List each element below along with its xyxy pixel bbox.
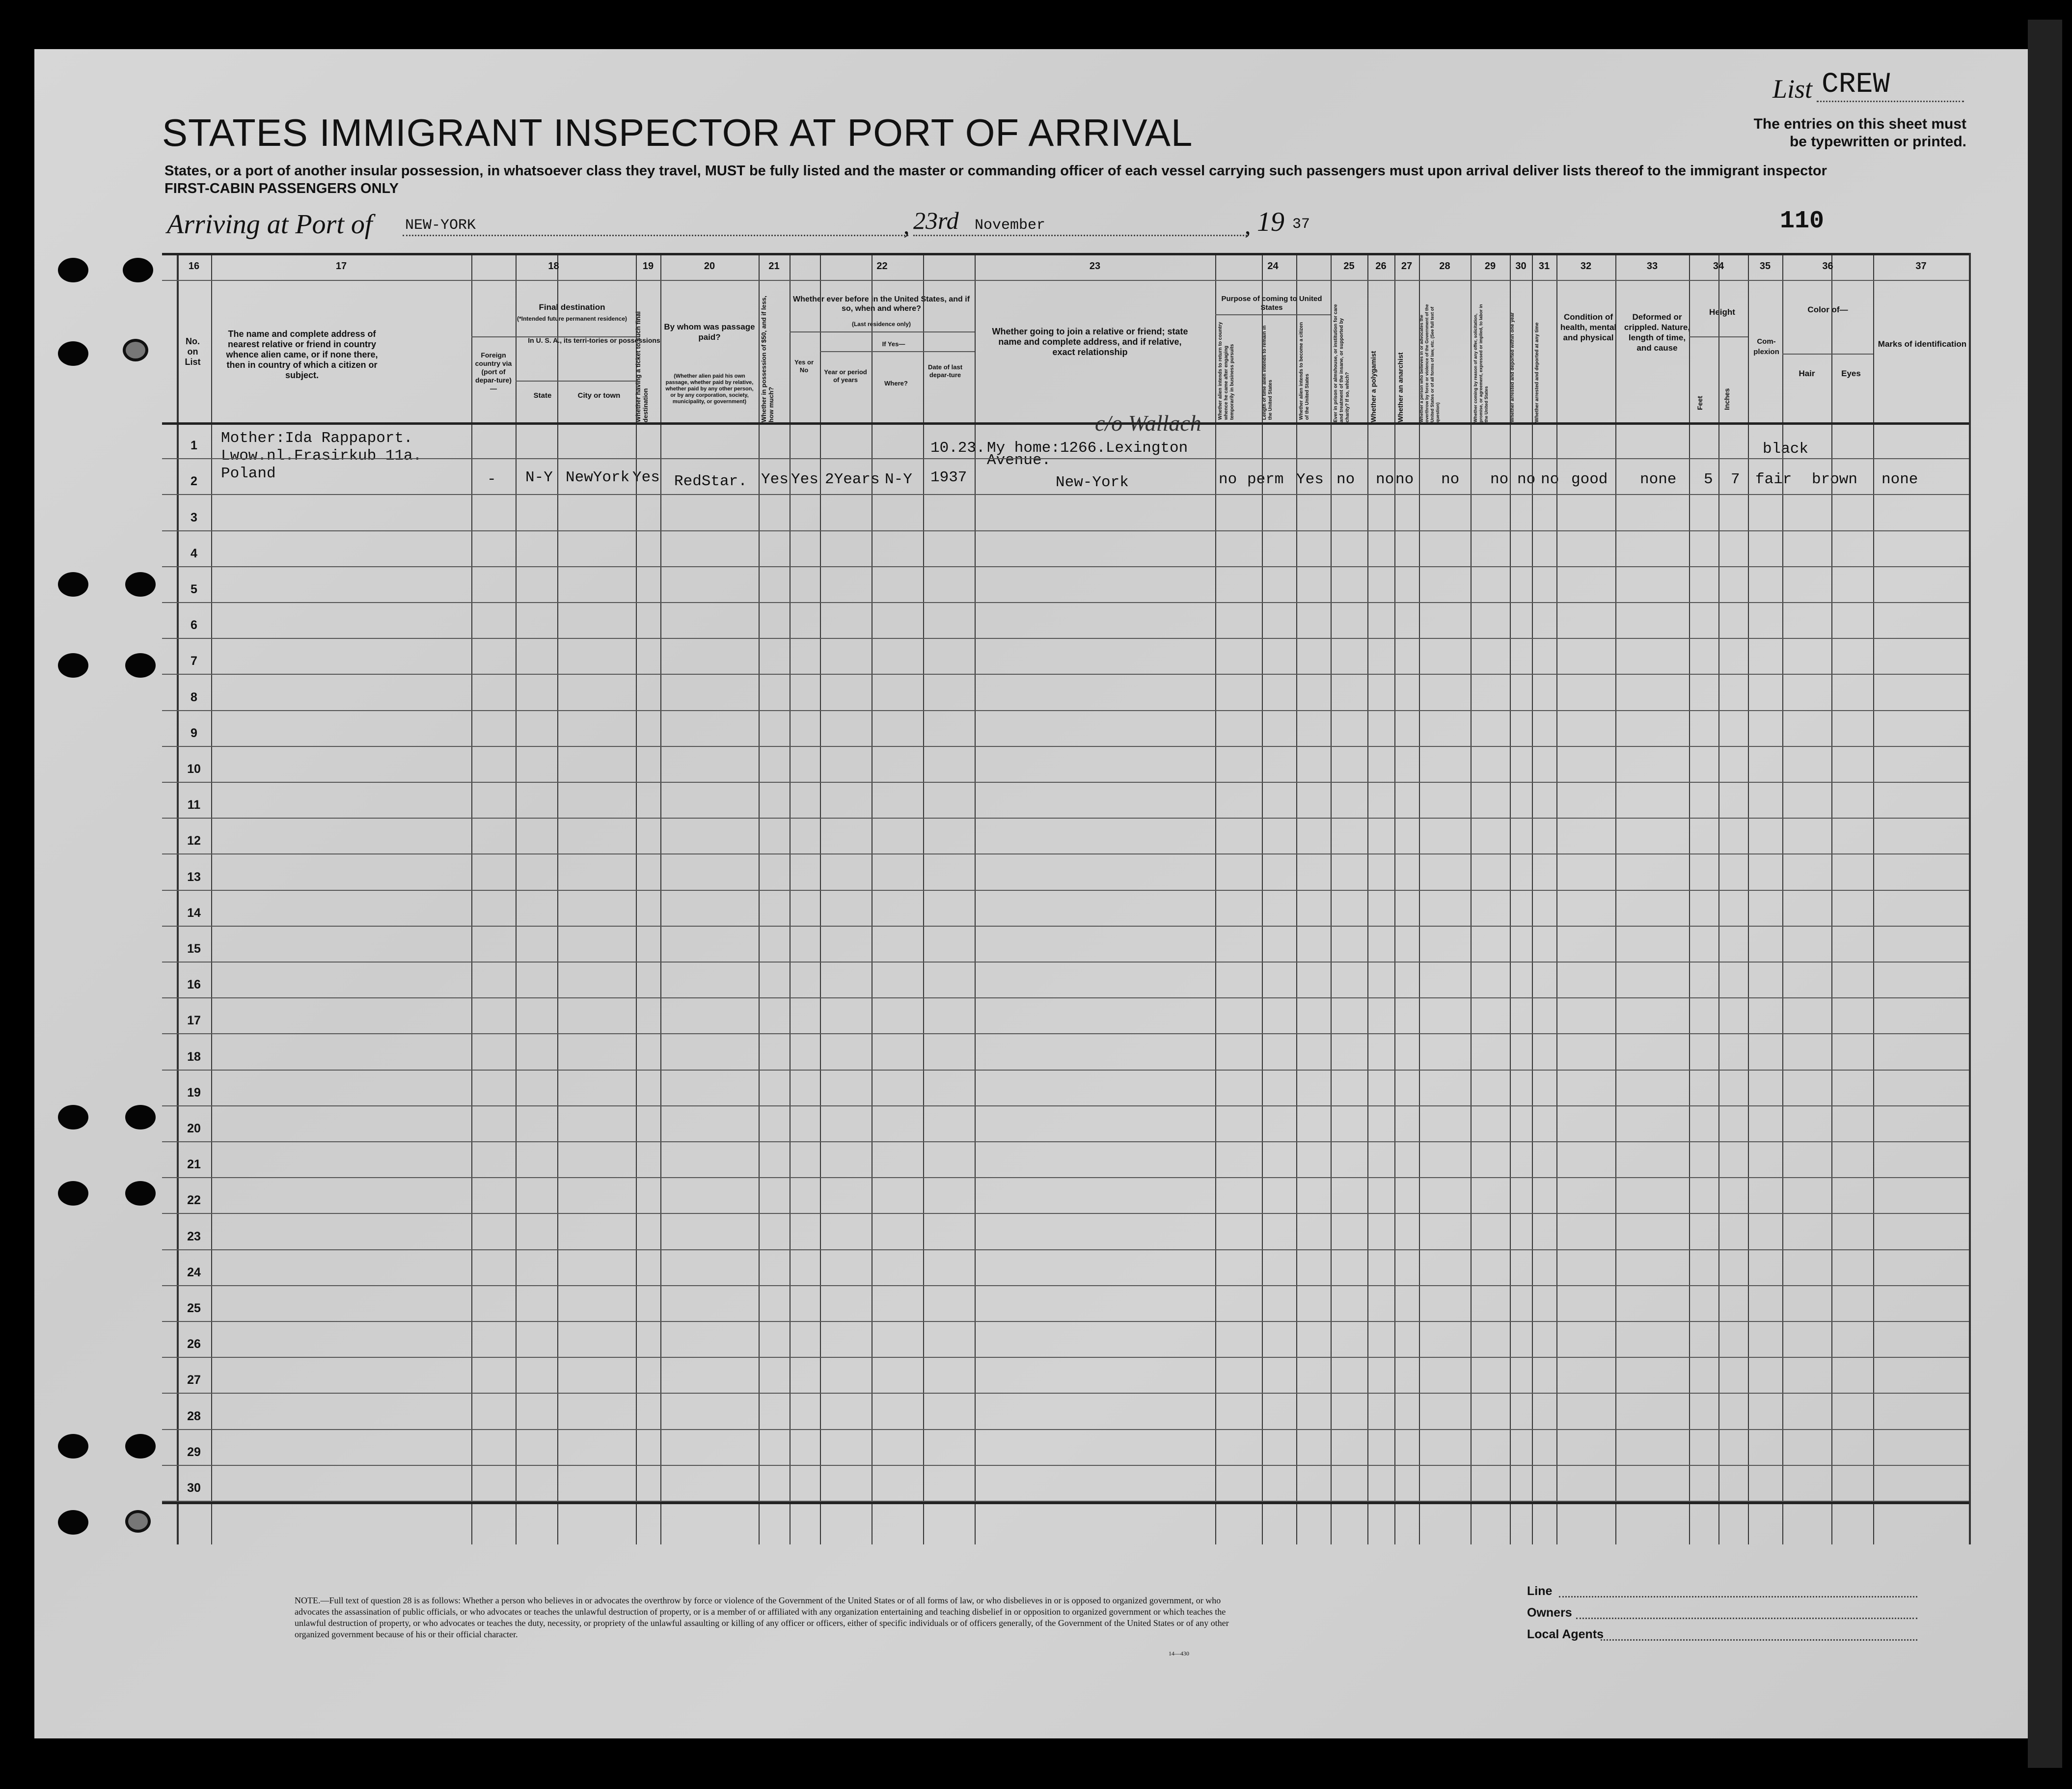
table-row-line <box>162 997 1969 998</box>
header-relative: The name and complete address of nearest relative or friend in country whence alien came, or if none there, then in country of which a citizen or subject. <box>226 329 378 380</box>
entry-fifty-dollars: Yes <box>761 471 789 488</box>
entry-departure-top: 10.23. <box>930 440 985 457</box>
grid-column-line <box>1262 253 1263 1544</box>
row-number: 22 <box>187 1193 201 1208</box>
subtitle-line2: FIRST-CABIN PASSENGERS ONLY <box>164 181 399 196</box>
row-number: 20 <box>187 1122 201 1135</box>
header-usa: In U. S. A., its terri-tories or possessions <box>528 336 660 344</box>
instructions: The entries on this sheet must be typewritten or printed. <box>1753 116 1966 150</box>
entry-polygamist: no <box>1376 471 1394 488</box>
header-deported-any: Whether arrested and deported at any time <box>1534 322 1540 422</box>
column-number: 36 <box>1822 261 1833 272</box>
grid-column-line <box>1748 253 1749 1544</box>
header-before-in-us: Whether ever before in the United States, and if so, when and where? <box>792 295 970 313</box>
table-row-line <box>162 1105 1969 1106</box>
table-row-line <box>162 926 1969 927</box>
punch-hole <box>58 341 88 366</box>
table-row-line <box>162 853 1969 854</box>
entry-relative-line3: Poland <box>221 465 276 482</box>
header-final-destination: Final destination <box>539 303 605 312</box>
entry-deformed: none <box>1640 471 1677 488</box>
table-row-line <box>162 818 1969 819</box>
row-number: 29 <box>187 1445 201 1459</box>
punch-hole <box>123 339 148 361</box>
column-number: 26 <box>1375 261 1387 272</box>
header-feet: Feet <box>1696 396 1704 410</box>
entry-where: N-Y <box>885 471 912 488</box>
entry-prison: no <box>1336 471 1355 488</box>
year-suffix: 37 <box>1292 216 1310 233</box>
list-underline <box>1817 101 1964 102</box>
punch-hole <box>125 653 156 678</box>
row-number: 5 <box>191 582 197 596</box>
grid-header-line <box>162 253 1969 255</box>
year-prefix: 19 <box>1257 207 1284 237</box>
table-row-line <box>162 1321 1969 1322</box>
grid-column-line <box>557 253 558 1544</box>
entry-join-handwritten: c/o Wallach <box>1095 411 1201 436</box>
table-row-line <box>162 1249 1969 1250</box>
row-number: 1 <box>191 439 197 453</box>
entry-citizen: Yes <box>1296 471 1324 488</box>
row-number: 24 <box>187 1265 201 1279</box>
header-join-relative: Whether going to join a relative or friend; state name and complete address, and if relative, exact relationship <box>992 327 1188 357</box>
grid-column-line <box>759 253 760 1544</box>
manifest-table <box>162 253 1969 1554</box>
entry-health: good <box>1571 471 1608 488</box>
row-number: 18 <box>187 1049 201 1064</box>
punch-hole <box>125 1434 156 1459</box>
column-number: 18 <box>548 261 559 272</box>
table-row-line <box>162 494 1969 495</box>
page-title: STATES IMMIGRANT INSPECTOR AT PORT OF ARRIVAL <box>162 111 1193 154</box>
header-ticket: Whether having a ticket to such final destination <box>634 311 649 422</box>
entry-relative-line1: Mother:Ida Rappaport. <box>221 430 413 447</box>
column-number: 22 <box>876 261 888 272</box>
port-field: NEW-YORK <box>405 217 476 234</box>
header-length-of-stay: Length of time alien intends to remain in the United States <box>1262 325 1273 420</box>
header-health: Condition of health, mental and physical <box>1560 312 1617 342</box>
column-number: 33 <box>1646 261 1658 272</box>
arriving-label: Arriving at Port of <box>167 209 373 240</box>
header-passage-paid-sub: (Whether alien paid his own passage, whether paid by relative, whether paid by any other person, or by any corporation, society, municipality, or government) <box>665 373 754 405</box>
entry-anarchist: no <box>1395 471 1414 488</box>
header-deformed: Deformed or crippled. Nature, length of time, and cause <box>1624 312 1690 353</box>
table-row-line <box>162 1357 1969 1358</box>
table-row-line <box>162 458 1969 459</box>
entry-inches: 7 <box>1731 471 1740 488</box>
list-label: List <box>1772 74 1813 104</box>
column-number: 25 <box>1343 261 1355 272</box>
header-departure-date: Date of last depar-ture <box>927 363 963 379</box>
header-inches: Inches <box>1723 388 1731 410</box>
grid-column-line <box>1532 253 1533 1544</box>
column-number: 20 <box>704 261 715 272</box>
grid-column-line <box>211 253 212 1544</box>
row-number: 4 <box>191 546 197 560</box>
header-hair: Hair <box>1799 369 1815 378</box>
punch-hole <box>58 1510 88 1535</box>
punch-hole <box>125 1510 151 1533</box>
header-color: Color of— <box>1807 305 1848 314</box>
grid-column-line <box>1782 253 1783 1544</box>
header-purpose-return: Whether alien intends to return to country whence he came after engaging temporarily in business pursuits <box>1218 322 1235 420</box>
entry-join-line1: My home:1266.Lexington <box>987 440 1188 457</box>
comma: , <box>903 212 910 239</box>
list-value: CREW <box>1822 69 1890 101</box>
header-anarchist: Whether an anarchist <box>1396 352 1404 422</box>
header-period: Year or period of years <box>824 368 867 384</box>
table-row-line <box>162 710 1969 711</box>
table-row-line <box>162 674 1969 675</box>
grid-column-line <box>1367 253 1368 1544</box>
row-number: 30 <box>187 1481 201 1495</box>
punch-hole <box>58 572 88 597</box>
table-row-line <box>162 1033 1969 1034</box>
row-number: 13 <box>187 870 201 884</box>
punch-hole <box>58 1105 88 1129</box>
header-list-no: No. on List <box>185 336 201 367</box>
row-number: 21 <box>187 1157 201 1172</box>
header-fifty-dollars: Whether in possession of $50, and if less, how much? <box>760 296 775 422</box>
column-number: 21 <box>768 261 780 272</box>
row-number: 23 <box>187 1229 201 1243</box>
table-row-line <box>162 1070 1969 1071</box>
header-passage-paid: By whom was passage paid? <box>664 322 755 342</box>
grid-column-line <box>1215 253 1216 1544</box>
entry-length-of-stay: perm <box>1247 471 1284 488</box>
entry-period: 2Years <box>825 471 880 488</box>
column-number: 29 <box>1484 261 1496 272</box>
grid-column-line <box>1718 253 1719 1544</box>
header-polygamist: Whether a polygamist <box>1369 351 1377 422</box>
grid-column-line <box>177 253 179 1544</box>
entry-overthrow: no <box>1441 471 1460 488</box>
entry-feet: 5 <box>1704 471 1713 488</box>
table-row-line <box>162 890 1969 891</box>
owners-underline <box>1576 1618 1917 1619</box>
grid-column-line <box>790 253 791 1544</box>
table-row-line <box>162 1393 1969 1394</box>
table-row-line <box>162 1177 1969 1178</box>
table-row-line <box>162 1141 1969 1142</box>
row-number: 12 <box>187 834 201 848</box>
punch-hole <box>123 258 153 282</box>
header-become-citizen: Whether alien intends to become a citizen of the United States <box>1299 322 1310 420</box>
row-number: 19 <box>187 1085 201 1100</box>
column-number: 16 <box>188 261 200 272</box>
row-number: 25 <box>187 1301 201 1315</box>
column-number: 35 <box>1759 261 1771 272</box>
line-underline <box>1559 1596 1917 1597</box>
owners-label: Owners <box>1527 1606 1572 1620</box>
header-state: State <box>533 391 552 400</box>
grid-column-line <box>1615 253 1616 1544</box>
grid-column-line <box>660 253 661 1544</box>
punch-hole <box>58 1181 88 1206</box>
row-number: 2 <box>191 474 197 489</box>
grid-column-line <box>1556 253 1557 1544</box>
column-number: 23 <box>1089 261 1101 272</box>
grid-column-line <box>1394 253 1395 1544</box>
header-if-yes: If Yes— <box>882 340 905 348</box>
grid-bottom-line <box>162 1502 1969 1504</box>
table-row-line <box>162 1429 1969 1430</box>
grid-column-line <box>820 253 821 1544</box>
header-deported-one-year: Whether arrested and deported within one year <box>1510 312 1515 422</box>
form-code: 14—430 <box>1169 1650 1189 1657</box>
table-row-line <box>162 1465 1969 1466</box>
entry-hair: black <box>1763 440 1809 458</box>
row-number: 26 <box>187 1337 201 1351</box>
grid-subheader-line <box>1215 314 1331 315</box>
page-number: 110 <box>1780 207 1825 235</box>
grid-column-line <box>1873 253 1874 1544</box>
question-28-note: NOTE.—Full text of question 28 is as follows: Whether a person who believes in or advocates the overthrow by force or violence of the Government of the United States or of all forms of law, or who disbelieves in or is opposed to organized government, or who advocates the assassination of public officials, or who advocates or teaches the unlawful destruction of property, or is a member of or affiliated with any organization entertaining and teaching disbelief in or opposition to organized government or which teaches the unlawful destruction of property, or who advocates or teaches the duty, necessity, or propriety of the unlawful assaulting or killing of any officer or officers, either of specific individuals or of officers generally, of the Government of the United States or of any other organized government because of his or their official character. <box>295 1596 1229 1639</box>
row-number: 9 <box>191 726 197 740</box>
entry-labor-offer: no <box>1490 471 1509 488</box>
page-edge <box>2028 20 2062 1768</box>
agents-label: Local Agents <box>1527 1627 1604 1641</box>
row-number: 28 <box>187 1409 201 1423</box>
punch-hole <box>58 1434 88 1459</box>
row-number: 8 <box>191 690 197 704</box>
column-number: 31 <box>1538 261 1550 272</box>
grid-header-line <box>162 280 1969 281</box>
month-field: November <box>975 217 1046 234</box>
column-number: 30 <box>1515 261 1527 272</box>
day-field: 23rd <box>913 207 959 234</box>
grid-column-line <box>636 253 637 1544</box>
entry-deported-any: no <box>1541 471 1559 488</box>
entry-complexion: fair <box>1755 471 1792 488</box>
punch-hole <box>125 572 156 597</box>
grid-column-line <box>1419 253 1420 1544</box>
grid-column-line <box>1831 253 1832 1544</box>
header-overthrow: Whether a person who believes in or advocates the overthrow by force or violence of the Government of the United States or of all forms of law, etc. (See full text of question) <box>1419 304 1440 422</box>
header-prison: Ever in prison or almshouse, or institution for care and treatment of the insane, or supported by charity? If so, which? <box>1333 304 1350 422</box>
entry-ticket: Yes <box>632 469 660 486</box>
entry-join-line2: Avenue. <box>987 452 1051 469</box>
row-number: 7 <box>191 654 197 668</box>
entry-state: N-Y <box>525 469 553 486</box>
date-underline <box>913 235 1247 236</box>
header-before-in-us-sub: (Last residence only) <box>851 321 911 328</box>
table-row-line <box>162 638 1969 639</box>
punch-hole <box>58 653 88 678</box>
table-row-line <box>162 1213 1969 1214</box>
entry-departure-year: 1937 <box>930 469 967 486</box>
column-number: 37 <box>1915 261 1927 272</box>
header-where: Where? <box>884 380 908 387</box>
column-number: 19 <box>642 261 654 272</box>
column-number: 28 <box>1439 261 1450 272</box>
punch-hole <box>58 258 88 282</box>
grid-column-line <box>1471 253 1472 1544</box>
header-marks: Marks of identification <box>1878 339 1967 349</box>
row-number: 16 <box>187 978 201 992</box>
table-row-line <box>162 1285 1969 1286</box>
header-purpose: Purpose of coming to United States <box>1221 295 1322 312</box>
grid-subheader-line <box>1782 354 1873 355</box>
grid-column-line <box>1331 253 1332 1544</box>
punch-hole <box>125 1181 156 1206</box>
header-eyes: Eyes <box>1841 369 1861 378</box>
grid-subheader-line <box>820 351 975 352</box>
entry-purpose: no <box>1219 471 1237 488</box>
column-number: 34 <box>1713 261 1724 272</box>
port-underline <box>403 235 908 236</box>
row-number: 17 <box>187 1014 201 1028</box>
entry-eyes: brown <box>1812 471 1858 488</box>
agents-underline <box>1601 1639 1917 1641</box>
entry-before-in-us: Yes <box>791 471 818 488</box>
entry-join-line3: New-York <box>1056 474 1129 491</box>
grid-header-line <box>162 422 1969 425</box>
grid-column-line <box>516 253 517 1544</box>
table-row-line <box>162 962 1969 963</box>
row-number: 6 <box>191 618 197 633</box>
comma2: , <box>1245 212 1251 239</box>
column-number: 24 <box>1267 261 1279 272</box>
grid-column-line <box>923 253 924 1544</box>
grid-subheader-line <box>516 381 636 382</box>
header-final-destination-sub: (*Intended future permanent residence) <box>517 315 627 322</box>
grid-column-line <box>975 253 976 1544</box>
grid-column-line <box>471 253 472 1544</box>
header-foreign-country: Foreign country via (port of depar-ture)— <box>475 351 512 392</box>
header-labor-offer: Whether coming by reason of any offer, solicitation, promise, or agreement, expressed or implied, to labor in the United States <box>1473 304 1489 422</box>
row-number: 15 <box>187 942 201 956</box>
column-number: 32 <box>1580 261 1592 272</box>
entry-marks: none <box>1881 471 1918 488</box>
header-yes-no: Yes or No <box>794 358 814 374</box>
entry-relative-line2: Lwow.nl.Frasirkub 11a. <box>221 447 422 465</box>
entry-city: NewYork <box>566 469 630 486</box>
header-city: City or town <box>577 391 621 400</box>
grid-column-line <box>1969 253 1971 1544</box>
punch-hole <box>125 1105 156 1129</box>
table-row-line <box>162 602 1969 603</box>
header-height: Height <box>1709 307 1735 317</box>
line-label: Line <box>1527 1584 1553 1598</box>
table-row-line <box>162 782 1969 783</box>
header-complexion: Com-plexion <box>1753 337 1779 356</box>
row-number: 14 <box>187 906 201 920</box>
entry-deported-one-year: no <box>1517 471 1536 488</box>
row-number: 3 <box>191 510 197 524</box>
table-row-line <box>162 530 1969 531</box>
row-number: 27 <box>187 1373 201 1387</box>
entry-passage-paid: RedStar. <box>674 473 747 490</box>
table-row-line <box>162 746 1969 747</box>
grid-column-line <box>1510 253 1511 1544</box>
grid-subheader-line <box>790 331 975 332</box>
grid-column-line <box>1689 253 1690 1544</box>
grid-subheader-line <box>471 336 636 337</box>
row-number: 11 <box>187 798 201 812</box>
column-number: 27 <box>1401 261 1413 272</box>
grid-column-line <box>1296 253 1297 1544</box>
grid-subheader-line <box>1689 336 1748 337</box>
subtitle-line1: States, or a port of another insular possession, in whatsoever class they travel, MUST be fully listed and the master or commanding officer of each vessel carrying such passengers must upon arrival deliver lists thereof to the immigrant inspector <box>164 163 1827 179</box>
entry-foreign-via: - <box>487 471 496 488</box>
row-number: 10 <box>187 762 201 776</box>
column-number: 17 <box>335 261 347 272</box>
table-row-line <box>162 566 1969 567</box>
